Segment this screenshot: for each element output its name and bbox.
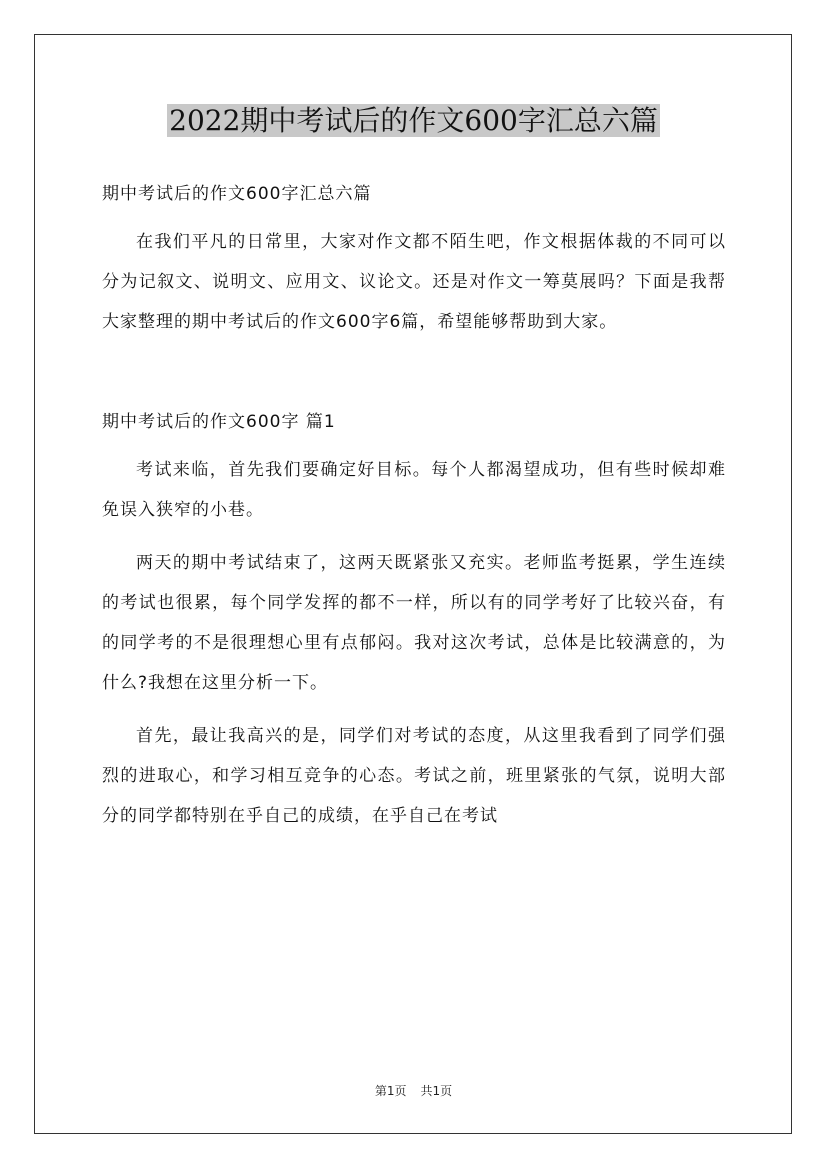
paragraph-3: 首先，最让我高兴的是，同学们对考试的态度，从这里我看到了同学们强烈的进取心，和学习相互竞争的心态。考试之前，班里紧张的气氛，说明大部分的同学都特别在乎自己的成绩，在乎自己在考试	[102, 726, 726, 826]
document-title	[0, 98, 827, 144]
page-total: 共1页	[420, 1084, 453, 1098]
document-body	[102, 174, 726, 849]
section-heading: 期中考试后的作文600字 篇1	[102, 412, 336, 432]
page-number: 第1页	[374, 1084, 407, 1098]
page-footer	[0, 1082, 827, 1099]
document-title-text: 2022期中考试后的作文600字汇总六篇	[169, 104, 658, 137]
intro-paragraph: 在我们平凡的日常里，大家对作文都不陌生吧，作文根据体裁的不同可以分为记叙文、说明文、应用文、议论文。还是对作文一筹莫展吗？下面是我帮大家整理的期中考试后的作文600字6篇，希望能够帮助到大家。	[102, 232, 726, 332]
paragraph-2: 两天的期中考试结束了，这两天既紧张又充实。老师监考挺累，学生连续的考试也很累，每个同学发挥的都不一样，所以有的同学考好了比较兴奋，有的同学考的不是很理想心里有点郁闷。我对这次考试，总体是比较满意的，为什么?我想在这里分析一下。	[102, 553, 726, 693]
paragraph-1: 考试来临，首先我们要确定好目标。每个人都渴望成功，但有些时候却难免误入狭窄的小巷。	[102, 460, 726, 520]
document-subtitle: 期中考试后的作文600字汇总六篇	[102, 184, 372, 204]
